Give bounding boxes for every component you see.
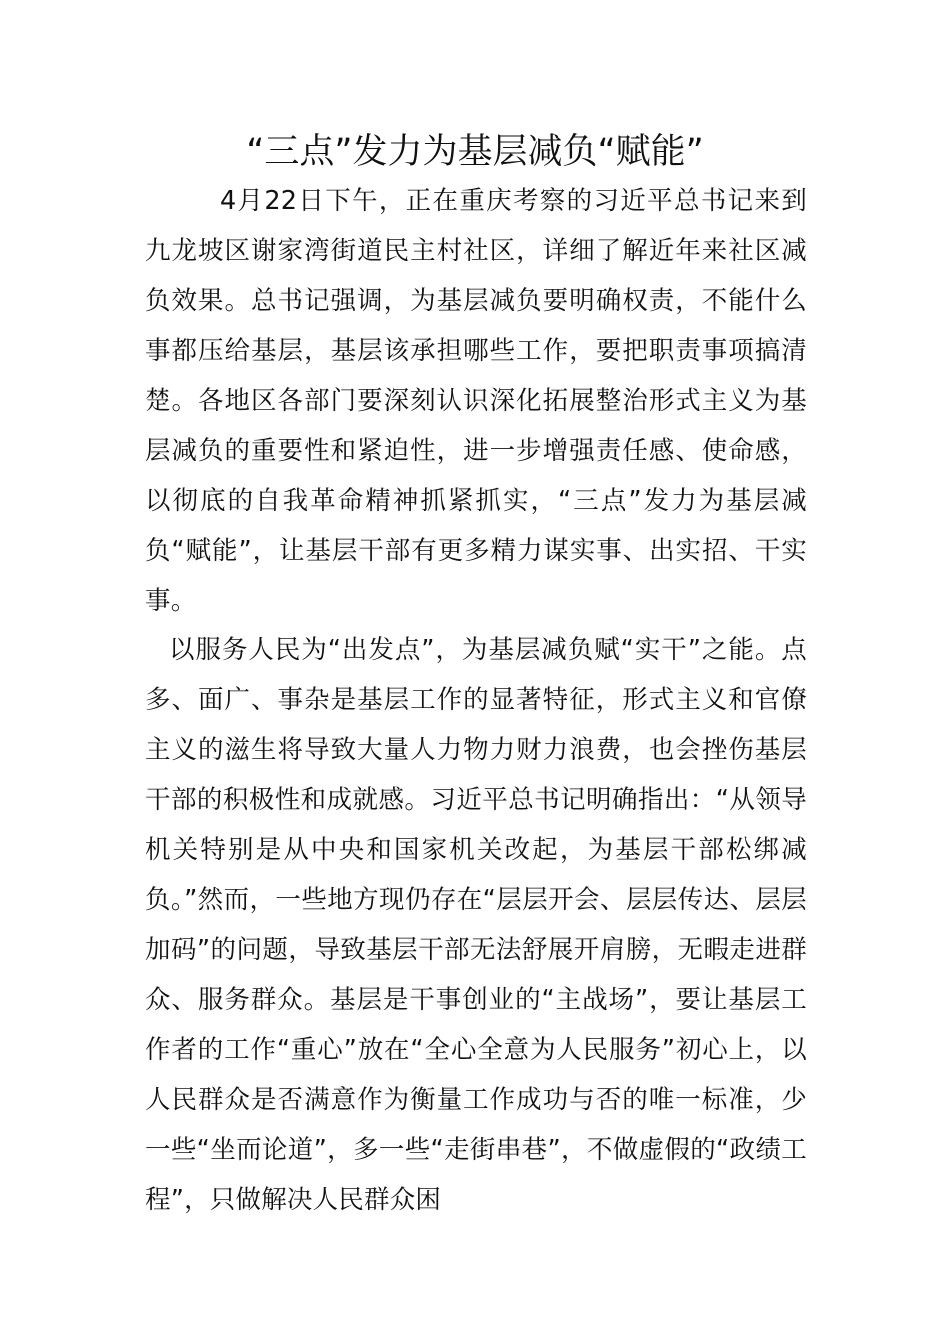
paragraph-2: 以服务人民为“出发点”，为基层减负赋“实干”之能。点多、面广、事杂是基层工作的显著特征，形式主义和官僚主义的滋生将导致大量人力物力财力浪费，也会挫伤基层干部的积极性和成就感。习近平总书记明确指出：“从领导机关特别是从中央和国家机关改起，为基层干部松绑减负。”然而，一些地方现仍存在“层层开会、层层传达、层层加码”的问题，导致基层干部无法舒展开肩膀，无暇走进群众、服务群众。基层是干事创业的“主战场”，要让基层工作者的工作“重心”放在“全心全意为人民服务”初心上，以人民群众是否满意作为衡量工作成功与否的唯一标准，少一些“坐而论道”，多一些“走街串巷”，不做虚假的“政绩工程”，只做解决人民群众困: [145, 635, 807, 1215]
paragraph-block-1: [145, 176, 807, 626]
paragraph-block-2: [145, 625, 807, 1225]
document-title: “三点”发力为基层减负“赋能”: [246, 132, 704, 172]
paragraph-1: 4月22日下午，正在重庆考察的习近平总书记来到九龙坡区谢家湾街道民主村社区，详细了解近年来社区减负效果。总书记强调，为基层减负要明确权责，不能什么事都压给基层，基层该承担哪些工作，要把职责事项搞清楚。各地区各部门要深刻认识深化拓展整治形式主义为基层减负的重要性和紧迫性，进一步增强责任感、使命感，以彻底的自我革命精神抓紧抓实，“三点”发力为基层减负“赋能”，让基层干部有更多精力谋实事、出实招、干实事。: [145, 186, 807, 616]
